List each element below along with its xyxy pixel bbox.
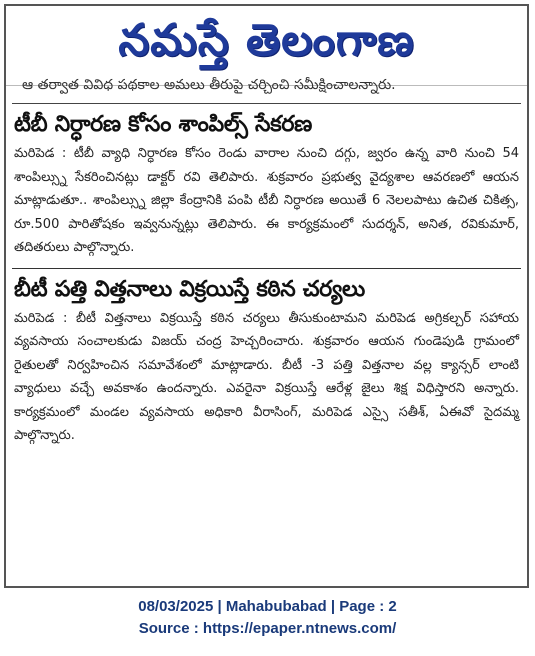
article-dateline: మరిపెడ :: [14, 310, 68, 326]
article-body: [14, 142, 519, 260]
article-body-text: టీబీ వ్యాధి నిర్ధారణ కోసం రెండు వారాల నుంచి దగ్గు, జ్వరం ఉన్న వారి నుంచి 54 శాంపిల్స్ను సేకరించినట్లు డాక్టర్ రవి తెలిపారు. శుక్రవారం ప్రభుత్వ వైద్యశాల ఆవరణలో ఆయన మాట్లాడుతూ.. శాంపిల్స్ను జిల్లా కేంద్రానికి పంపి టీబీ నిర్ధారణ అయితే 6 నెలలపాటు ఉచిత చికిత్స, రూ.500 పారితోషకం ఇవ్వనున్నట్లు తెలిపారు. ఈ కార్యక్రమంలో సుదర్శన్, అనిత, రవికుమార్, తదితరులు పాల్గొన్నారు.: [14, 146, 519, 255]
article-headline: టీబీ నిర్ధారణ కోసం శాంపిల్స్ సేకరణ: [14, 112, 312, 137]
footer-date-edition-page: 08/03/2025 | Mahabubabad | Page : 2: [138, 598, 397, 615]
masthead-title: నమస్తే తెలంగాణ: [118, 14, 415, 66]
newspaper-clipping: [4, 4, 529, 588]
source-footer: [0, 596, 535, 640]
masthead: [6, 6, 527, 86]
article-tb-samples: [6, 104, 527, 260]
article-headline: బీటీ పత్తి విత్తనాలు విక్రయిస్తే కఠిన చర్యలు: [14, 276, 365, 302]
article-body-text: బీటీ విత్తనాలు విక్రయిస్తే కఠిన చర్యలు తీసుకుంటామని మరిపెడ అగ్రికల్చర్ సహాయ వ్యవసాయ సంచాలకుడు విజయ్ చంద్ర హెచ్చరించారు. శుక్రవారం ఆయన గుండెపుడి గ్రామంలో రైతులతో నిర్వహించిన సమావేశంలో మాట్లాడారు. బీటీ -3 పత్తి విత్తనాల వల్ల క్యాన్సర్ లాంటి వ్యాధులు వచ్చే అవకాశం ఉందన్నారు. ఎవరైనా విక్రయిస్తే ఆరేళ్ల జైలు శిక్ష విధిస్తారని అన్నారు. కార్యక్రమంలో మండల వ్యవసాయ అధికారి వీరాసింగ్, మరిపెడ ఎస్సై సతీశ్, ఏఈవో సైదమ్మ పాల్గొన్నారు.: [14, 310, 520, 443]
article-bt-cotton-seeds: [6, 269, 527, 448]
footer-source-url: Source : https://epaper.ntnews.com/: [138, 620, 397, 637]
previous-article-cut-line: [12, 77, 521, 104]
article-dateline: మరిపెడ :: [14, 146, 67, 161]
previous-article-text: ఆ తర్వాత వివిధ పథకాల అమలు తీరుపై చర్చించి సమీక్షించాలన్నారు.: [22, 77, 396, 93]
article-body: [14, 307, 519, 448]
